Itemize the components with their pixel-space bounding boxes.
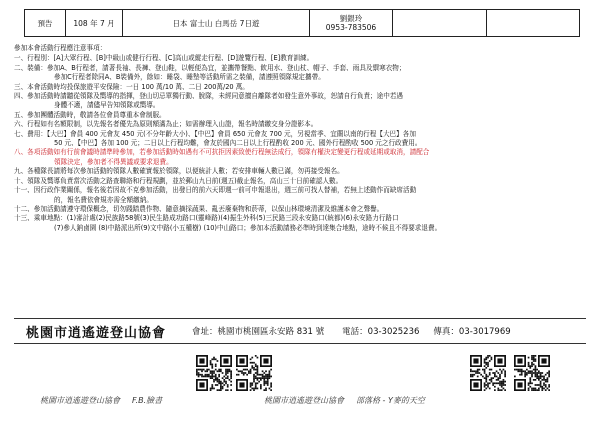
leader-phone: 0953-783506 bbox=[325, 23, 377, 32]
notice-list bbox=[14, 54, 588, 233]
notice-section bbox=[14, 44, 588, 233]
notice-item: 七、費用：【大巴】會員 400 元會友 450 元(不分年齡大小)、【中巴】會員 650 元會友 700 元，另視當季、宜蘭以南的行程【大巴】各加 bbox=[14, 129, 416, 138]
facebook-caption-suffix: F.B.臉書 bbox=[132, 396, 163, 405]
trip-month: 108 年 7 月 bbox=[66, 10, 123, 37]
blog-caption bbox=[264, 395, 425, 406]
preview-label: 預告 bbox=[25, 10, 66, 37]
notice-item: 50 元、【中巴】各加 100 元；二日以上行程均難，會友於國內二日以上行程酌收 200 元、國外行程酌收 500 元之行政費用。 bbox=[54, 139, 422, 148]
notice-item: 的，報名費依會規亦需全額繳納。 bbox=[54, 195, 153, 204]
notice-item: 十二、參加活動請遵守環保概念，切勿踐踏農作物、隨意摘採蔬果、亂丟廢棄物和菸蒂，以保山林環境清潔及維護本會之聲譽。 bbox=[14, 204, 384, 213]
facebook-caption bbox=[40, 395, 162, 406]
qr-code-icon bbox=[196, 355, 232, 391]
notice-item: 領隊決定，參加者不得異議或要求退費。 bbox=[54, 157, 173, 166]
blog-caption-suffix: 部落格 - Y麥的天空 bbox=[356, 396, 425, 405]
qr-code-icon bbox=[470, 355, 506, 391]
qr-code-icon bbox=[514, 355, 550, 391]
notice-item: 四、參加活動時請聽從領隊及嚮導的指揮，登山切忌單獨行動、脫隊，未經同意擅自離隊者如發生意外事故，恕請自行負責；途中若遇 bbox=[14, 92, 404, 101]
empty-cell-1 bbox=[393, 10, 487, 37]
notice-item: 十三、乘車地點：(1)審計處(2)民族路58號(3)民生路成功路口(靈峰路)(4)振生外科(5)三民路三段永安路口(統都)(6)永安路力行路口 bbox=[14, 214, 399, 223]
association-banner bbox=[14, 318, 586, 344]
notice-item: 一、行程別：[A]大眾行程、[B]中級山或健行行程、[C]高山或縱走行程、[D]遊覽行程、[E]教育訓練。 bbox=[14, 54, 314, 63]
leader-cell bbox=[310, 10, 393, 37]
notice-item: 八、各項活動如有行前會議時請準時參加，若參加活動時如遇有不可抗拒因素致使行程無法成行，領隊有權決定變更行程或延期或取消，請配合 bbox=[14, 148, 430, 157]
notice-item: (7)參人鈉鹵園 (8)中路派出所(9)文中路(小五權樹) (10)中山路口；參加本活動請務必準時到達集合地點，途時不候且不得要求退費。 bbox=[54, 223, 442, 232]
notice-item: 身體不適，請儘早告知領隊或嚮導。 bbox=[54, 101, 160, 110]
notice-item: 九、各種隊長請將每次參加活動的領隊人數確實報於領隊，以便統計人數；若安排車輛人數已滿，勿再接受報名。 bbox=[14, 167, 344, 176]
association-name: 桃園市逍遙遊登山協會 bbox=[26, 325, 167, 341]
notice-item: 參加C行程者除同A、B裝備外，餘如：睡袋、睡墊等活動所需之裝備，請遵照領隊規定攜帶。 bbox=[54, 73, 325, 82]
notice-item: 五、參加團體活動時，敬請各位會員尊重本會制服。 bbox=[14, 110, 166, 119]
notice-item: 二、裝備：參加A、B行程者，請著長袖、長褲、登山鞋，以輕便為宜，並攜帶餐點、飲用水、登山杖、帽子、手套、雨具及禦寒衣物； bbox=[14, 63, 406, 72]
notice-item: 十、領隊及嚮導負責當次活動之路查聯絡和行程規劃，並於郵山九日前(週五)截止報名，高山三十日前確認人數。 bbox=[14, 176, 343, 185]
trip-title: 日本 富士山 白馬岳 7日遊 bbox=[123, 10, 310, 37]
facebook-caption-name: 桃園市逍遙遊登山協會 bbox=[40, 396, 120, 405]
empty-cell-2 bbox=[486, 10, 580, 37]
notice-title: 參加本會活動行程應注意事項： bbox=[14, 44, 107, 52]
association-address: 會址：桃園市桃園區永安路 831 號 bbox=[192, 327, 325, 337]
qr-code-icon bbox=[236, 355, 272, 391]
blog-caption-name: 桃園市逍遙遊登山協會 bbox=[264, 396, 344, 405]
leader-name: 劉銀玲 bbox=[339, 14, 363, 23]
association-fax: 傳真：03-3017969 bbox=[433, 327, 511, 337]
notice-item: 六、行程如有名額限制，以先報名者優先為原則額滿為止；如需辦理入山證，報名時請繳交身分證影本。 bbox=[14, 120, 318, 129]
notice-item: 十一、因行政作業關係，報名後若因故不克參加活動，出發日的前六天即週一前可申報退出，週三前可找人替補，若無上述動作而缺席活動 bbox=[14, 186, 417, 195]
notice-item: 三、本會活動時均投保旅遊平安保險：一日 100 萬/10 萬、二日 200萬/20 萬。 bbox=[14, 82, 249, 91]
trip-info-table bbox=[24, 9, 580, 37]
association-phone: 電話：03-3025236 bbox=[342, 327, 420, 337]
